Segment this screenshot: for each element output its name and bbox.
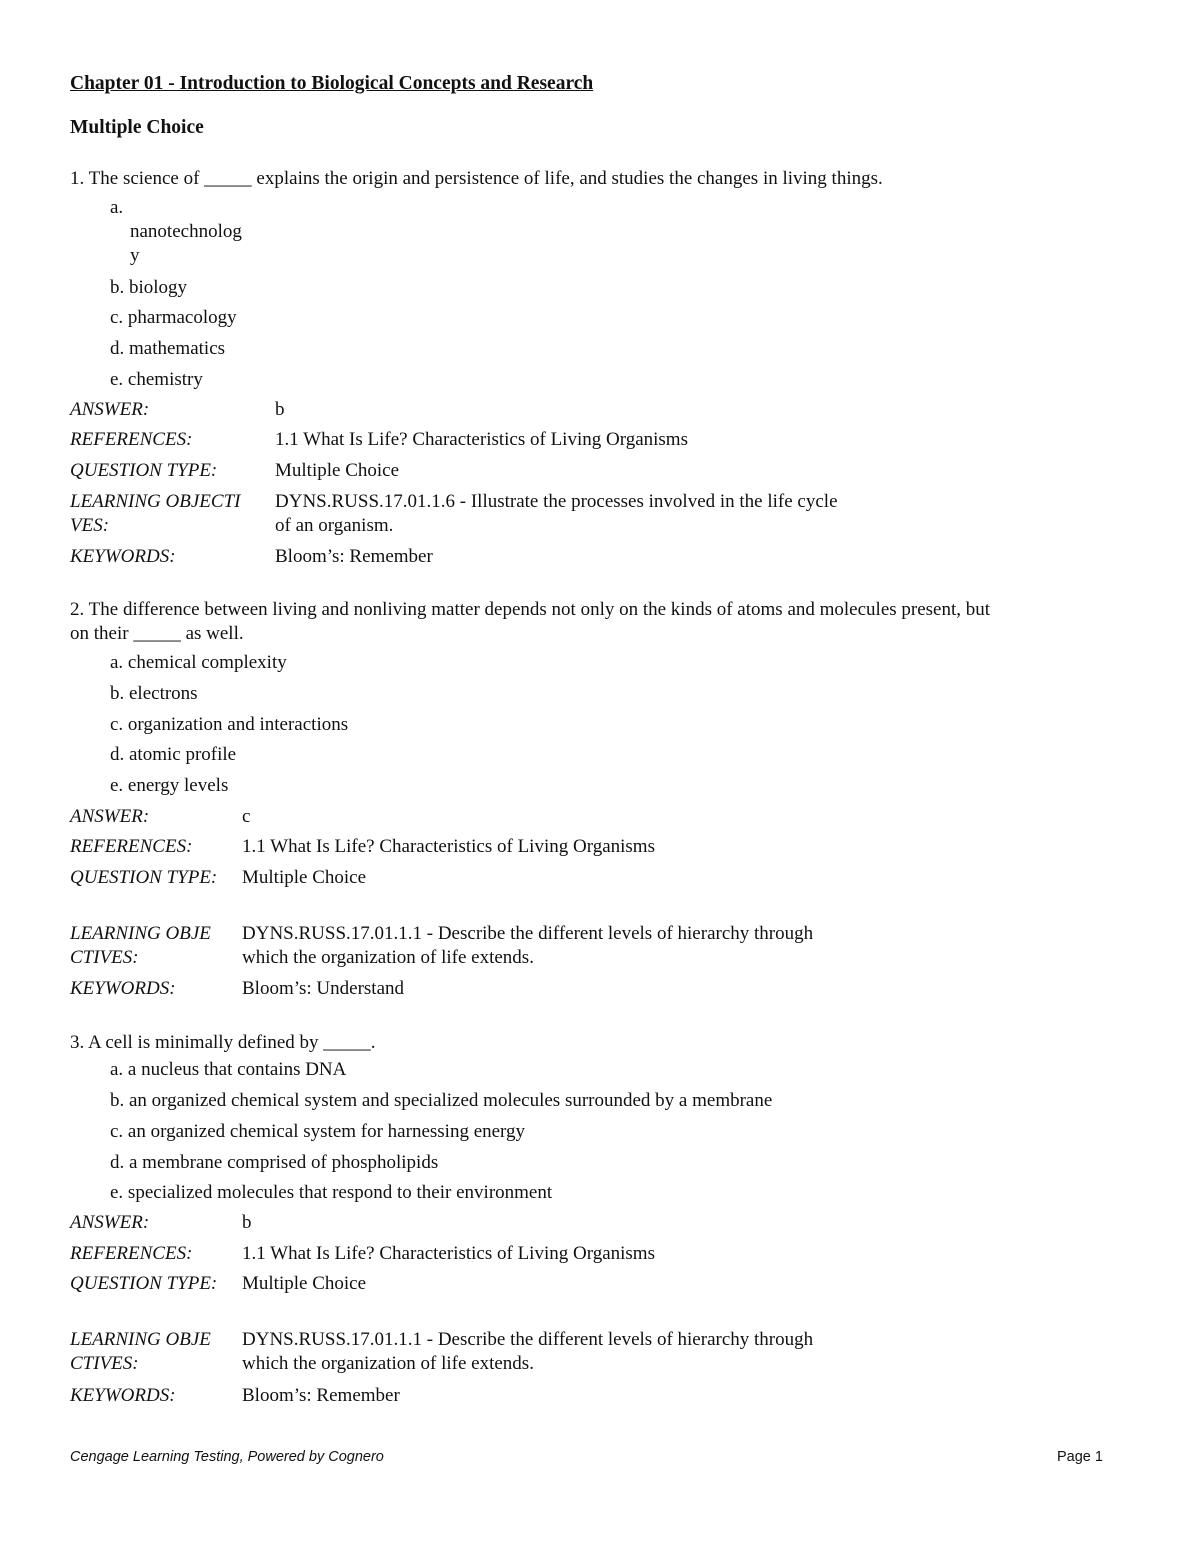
question-stem: 3. A cell is minimally defined by _____. xyxy=(70,1032,376,1053)
objectives-value: DYNS.RUSS.17.01.1.6 - Illustrate the processes involved in the life cycle xyxy=(275,491,838,512)
objectives-label-cont: VES: xyxy=(70,515,110,536)
option-a: a. a nucleus that contains DNA xyxy=(110,1059,347,1080)
keywords-value: Bloom’s: Remember xyxy=(275,546,433,567)
section-heading: Multiple Choice xyxy=(70,117,204,138)
option-b: b. biology xyxy=(110,277,188,298)
references-value: 1.1 What Is Life? Characteristics of Living Organisms xyxy=(242,1243,655,1264)
option-d: d. mathematics xyxy=(110,338,226,359)
keywords-label: KEYWORDS: xyxy=(70,978,176,999)
answer-label: ANSWER: xyxy=(70,1212,150,1233)
option-e: e. specialized molecules that respond to their environment xyxy=(110,1182,553,1203)
objectives-value: DYNS.RUSS.17.01.1.1 - Describe the different levels of hierarchy through xyxy=(242,1329,814,1350)
answer-label: ANSWER: xyxy=(70,806,150,827)
question-stem-cont: on their _____ as well. xyxy=(70,623,244,644)
option-c: c. pharmacology xyxy=(110,307,237,328)
keywords-value: Bloom’s: Understand xyxy=(242,978,405,999)
option-a: a. xyxy=(110,197,124,218)
option-a-text: nanotechnolog xyxy=(130,221,242,242)
references-label: REFERENCES: xyxy=(70,836,193,857)
answer-value: b xyxy=(275,399,285,420)
option-a-text-cont: y xyxy=(130,245,140,266)
option-d: d. a membrane comprised of phospholipids xyxy=(110,1152,439,1173)
objectives-value-cont: of an organism. xyxy=(275,515,394,536)
option-d: d. atomic profile xyxy=(110,744,237,765)
answer-value: c xyxy=(242,806,251,827)
references-label: REFERENCES: xyxy=(70,429,193,450)
question-type-label: QUESTION TYPE: xyxy=(70,460,218,481)
objectives-value-cont: which the organization of life extends. xyxy=(242,947,534,968)
question-type-value: Multiple Choice xyxy=(275,460,400,481)
references-value: 1.1 What Is Life? Characteristics of Living Organisms xyxy=(242,836,655,857)
objectives-value-cont: which the organization of life extends. xyxy=(242,1353,534,1374)
answer-value: b xyxy=(242,1212,252,1233)
question-type-value: Multiple Choice xyxy=(242,867,367,888)
question-stem: 1. The science of _____ explains the origin and persistence of life, and studies the changes in living things. xyxy=(70,168,883,189)
objectives-value: DYNS.RUSS.17.01.1.1 - Describe the different levels of hierarchy through xyxy=(242,923,814,944)
objectives-label: LEARNING OBJE xyxy=(70,1329,211,1350)
references-label: REFERENCES: xyxy=(70,1243,193,1264)
answer-label: ANSWER: xyxy=(70,399,150,420)
option-e: e. chemistry xyxy=(110,369,203,390)
objectives-label: LEARNING OBJECTI xyxy=(70,491,241,512)
question-type-label: QUESTION TYPE: xyxy=(70,1273,218,1294)
objectives-label-cont: CTIVES: xyxy=(70,947,139,968)
chapter-title: Chapter 01 - Introduction to Biological Concepts and Research xyxy=(70,73,594,94)
keywords-value: Bloom’s: Remember xyxy=(242,1385,400,1406)
option-e: e. energy levels xyxy=(110,775,229,796)
keywords-label: KEYWORDS: xyxy=(70,546,176,567)
keywords-label: KEYWORDS: xyxy=(70,1385,176,1406)
option-c: c. organization and interactions xyxy=(110,714,349,735)
question-type-label: QUESTION TYPE: xyxy=(70,867,218,888)
objectives-label: LEARNING OBJE xyxy=(70,923,211,944)
option-b: b. an organized chemical system and specialized molecules surrounded by a membrane xyxy=(110,1090,773,1111)
objectives-label-cont: CTIVES: xyxy=(70,1353,139,1374)
footer-publisher: Cengage Learning Testing, Powered by Cognero xyxy=(70,1449,384,1465)
references-value: 1.1 What Is Life? Characteristics of Living Organisms xyxy=(275,429,688,450)
footer-page-number: Page 1 xyxy=(1057,1449,1103,1465)
option-c: c. an organized chemical system for harnessing energy xyxy=(110,1121,526,1142)
option-b: b. electrons xyxy=(110,683,198,704)
option-a: a. chemical complexity xyxy=(110,652,287,673)
question-type-value: Multiple Choice xyxy=(242,1273,367,1294)
question-stem: 2. The difference between living and nonliving matter depends not only on the kinds of atoms and molecules present, but xyxy=(70,599,991,620)
